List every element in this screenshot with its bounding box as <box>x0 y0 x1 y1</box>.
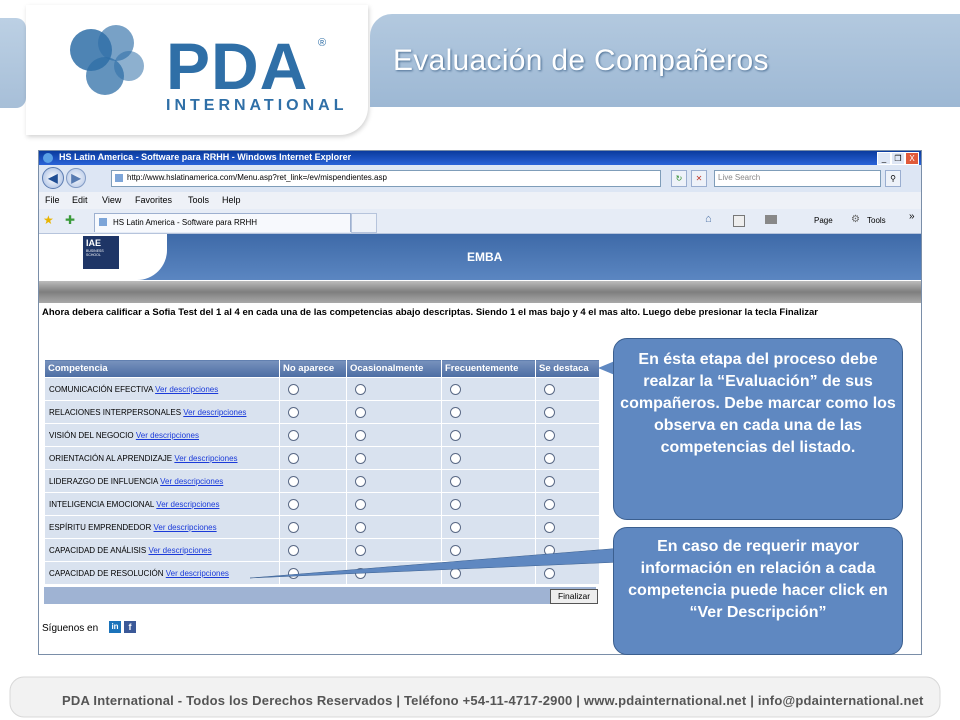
window-titlebar <box>39 151 921 165</box>
rating-radio[interactable] <box>544 522 555 533</box>
competency-name: RELACIONES INTERPERSONALES <box>49 407 182 417</box>
rating-cell <box>536 539 600 562</box>
rating-cell <box>442 493 536 516</box>
rating-radio[interactable] <box>288 499 299 510</box>
header-no-aparece: No aparece <box>280 360 347 378</box>
rating-radio[interactable] <box>288 430 299 441</box>
url-text: http://www.hslatinamerica.com/Menu.asp?ret_link=/ev/mispendientes.asp <box>127 173 387 182</box>
slide-title: Evaluación de Compañeros <box>393 44 769 77</box>
rating-cell <box>347 470 442 493</box>
competency-name: ORIENTACIÓN AL APRENDIZAJE <box>49 453 173 463</box>
rating-cell <box>280 539 347 562</box>
rating-radio[interactable] <box>355 545 366 556</box>
header-ocasionalmente: Ocasionalmente <box>347 360 442 378</box>
rating-cell <box>280 424 347 447</box>
rating-radio[interactable] <box>288 568 299 579</box>
table-row <box>45 401 600 424</box>
menu-tools[interactable]: Tools <box>188 195 210 205</box>
iae-logo <box>83 236 119 269</box>
rating-radio[interactable] <box>288 384 299 395</box>
rating-radio[interactable] <box>355 453 366 464</box>
table-row <box>45 378 600 401</box>
page-icon <box>115 174 123 182</box>
logo-registered-mark: ® <box>318 37 327 49</box>
tab-page-icon <box>99 218 107 226</box>
new-tab-button[interactable] <box>351 213 377 233</box>
rating-cell <box>536 516 600 539</box>
ver-descripciones-link[interactable]: Ver descripciones <box>155 384 219 394</box>
left-decor-bar <box>0 18 26 108</box>
table-row <box>45 424 600 447</box>
rating-cell <box>536 470 600 493</box>
rating-radio[interactable] <box>544 384 555 395</box>
competency-name: LIDERAZGO DE INFLUENCIA <box>49 476 158 486</box>
header-competencia: Competencia <box>45 360 280 378</box>
competency-name: INTELIGENCIA EMOCIONAL <box>49 499 155 509</box>
maximize-button[interactable]: ❐ <box>891 152 905 165</box>
competency-table <box>44 359 600 585</box>
chevron-right-icon[interactable]: » <box>909 211 915 222</box>
menu-bar <box>39 192 921 210</box>
rating-cell <box>280 493 347 516</box>
tools-gear-icon: ⚙ <box>851 214 860 225</box>
menu-edit[interactable]: Edit <box>72 195 88 205</box>
competency-cell <box>45 470 280 493</box>
ver-descripciones-link[interactable]: Ver descripciones <box>174 453 238 463</box>
rating-radio[interactable] <box>288 545 299 556</box>
rating-radio[interactable] <box>544 499 555 510</box>
rating-radio[interactable] <box>544 568 555 579</box>
rating-radio[interactable] <box>288 522 299 533</box>
linkedin-icon[interactable]: in <box>109 621 121 633</box>
competency-name: ESPÍRITU EMPRENDEDOR <box>49 522 152 532</box>
rating-cell <box>347 401 442 424</box>
menu-view[interactable]: View <box>102 195 122 205</box>
competency-cell <box>45 401 280 424</box>
iae-logo-label: IAE <box>86 238 102 248</box>
ver-descripciones-link[interactable]: Ver descripciones <box>165 568 229 578</box>
rating-radio[interactable] <box>355 499 366 510</box>
ie-icon <box>43 153 53 163</box>
rating-cell <box>280 516 347 539</box>
rating-radio[interactable] <box>450 545 461 556</box>
rating-radio[interactable] <box>355 522 366 533</box>
rating-radio[interactable] <box>450 453 461 464</box>
rating-cell <box>280 401 347 424</box>
favorites-star-icon[interactable]: ★ <box>43 213 54 227</box>
close-button[interactable]: X <box>905 152 919 165</box>
competency-cell <box>45 378 280 401</box>
table-row <box>45 562 600 585</box>
rating-radio[interactable] <box>288 407 299 418</box>
tab-hs-latin-america[interactable] <box>94 213 351 232</box>
facebook-icon[interactable]: f <box>124 621 136 633</box>
rating-cell <box>442 447 536 470</box>
rating-cell <box>347 424 442 447</box>
rating-cell <box>536 378 600 401</box>
search-input[interactable] <box>714 170 881 187</box>
stop-button[interactable]: ✕ <box>691 170 707 187</box>
rating-cell <box>347 378 442 401</box>
rating-cell <box>442 470 536 493</box>
rating-cell <box>442 378 536 401</box>
home-icon[interactable]: ⌂ <box>705 213 712 225</box>
table-row <box>45 470 600 493</box>
ver-descripciones-link[interactable]: Ver descripciones <box>160 476 224 486</box>
competency-cell <box>45 493 280 516</box>
competency-cell <box>45 516 280 539</box>
minimize-button[interactable]: _ <box>877 152 891 165</box>
logo-circle-4 <box>114 51 144 81</box>
table-row <box>45 516 600 539</box>
forward-button[interactable]: ▶ <box>66 168 86 188</box>
rating-cell <box>536 493 600 516</box>
competency-cell <box>45 447 280 470</box>
menu-help[interactable]: Help <box>222 195 241 205</box>
rating-cell <box>442 539 536 562</box>
search-placeholder: Live Search <box>718 173 761 182</box>
page-menu[interactable]: Page <box>814 216 833 225</box>
rating-radio[interactable] <box>544 453 555 464</box>
logo-container <box>26 5 368 135</box>
rating-cell <box>536 424 600 447</box>
table-footer-row <box>44 587 596 604</box>
header-frecuentemente: Frecuentemente <box>442 360 536 378</box>
grey-separator <box>39 281 921 303</box>
rating-radio[interactable] <box>450 499 461 510</box>
page-header-banner <box>39 234 921 280</box>
rating-radio[interactable] <box>355 430 366 441</box>
tab-title: HS Latin America - Software para RRHH <box>113 218 258 227</box>
rating-radio[interactable] <box>450 568 461 579</box>
rating-cell <box>347 516 442 539</box>
competency-name: CAPACIDAD DE ANÁLISIS <box>49 545 147 555</box>
callout-evaluation-info: En ésta etapa del proceso debe realzar la “Evaluación” de sus compañeros. Debe marcar como los observa en cada una de las competencias del listado. <box>613 338 903 520</box>
tab-bar <box>39 209 921 234</box>
ver-descripciones-link[interactable]: Ver descripciones <box>153 522 217 532</box>
table-row <box>45 493 600 516</box>
rating-radio[interactable] <box>450 430 461 441</box>
url-input[interactable] <box>111 170 661 187</box>
add-favorite-icon[interactable]: ✚ <box>65 213 76 227</box>
rating-radio[interactable] <box>355 476 366 487</box>
competency-cell <box>45 424 280 447</box>
table-row <box>45 447 600 470</box>
back-button[interactable]: ◀ <box>42 167 64 189</box>
rating-cell <box>347 493 442 516</box>
rating-radio[interactable] <box>450 407 461 418</box>
menu-file[interactable]: File <box>45 195 60 205</box>
rating-radio[interactable] <box>450 476 461 487</box>
follow-us-label: Síguenos en <box>42 623 99 634</box>
competency-name: CAPACIDAD DE RESOLUCIÓN <box>49 568 164 578</box>
competency-cell <box>45 539 280 562</box>
table-header-row <box>45 360 600 378</box>
ver-descripciones-link[interactable]: Ver descripciones <box>156 499 220 509</box>
rating-cell <box>347 562 442 585</box>
rating-radio[interactable] <box>450 384 461 395</box>
ver-descripciones-link[interactable]: Ver descripciones <box>183 407 247 417</box>
rating-cell <box>536 447 600 470</box>
address-bar <box>39 165 921 192</box>
menu-favorites[interactable]: Favorites <box>135 195 173 205</box>
rating-radio[interactable] <box>288 476 299 487</box>
rating-radio[interactable] <box>544 476 555 487</box>
rating-cell <box>536 562 600 585</box>
rating-cell <box>442 516 536 539</box>
rating-radio[interactable] <box>288 453 299 464</box>
rating-radio[interactable] <box>355 407 366 418</box>
rating-radio[interactable] <box>450 522 461 533</box>
rating-cell <box>280 378 347 401</box>
iae-logo-sub: BUSINESS SCHOOL <box>86 249 104 257</box>
rating-radio[interactable] <box>544 407 555 418</box>
header-se-destaca: Se destaca <box>536 360 600 378</box>
rating-radio[interactable] <box>355 384 366 395</box>
emba-label: EMBA <box>467 250 503 264</box>
competency-name: VISIÓN DEL NEGOCIO <box>49 430 134 440</box>
logo-wordmark: PDA <box>166 29 309 103</box>
tools-menu[interactable]: Tools <box>867 216 886 225</box>
rating-cell <box>442 401 536 424</box>
table-row <box>45 539 600 562</box>
competency-name: COMUNICACIÓN EFECTIVA <box>49 384 153 394</box>
feeds-icon[interactable] <box>733 215 745 227</box>
rating-cell <box>347 539 442 562</box>
rating-cell <box>280 562 347 585</box>
rating-radio[interactable] <box>355 568 366 579</box>
rating-cell <box>347 447 442 470</box>
rating-cell <box>536 401 600 424</box>
print-icon[interactable] <box>765 215 777 224</box>
window-title: HS Latin America - Software para RRHH - Windows Internet Explorer <box>59 152 352 162</box>
callout-description-info: En caso de requerir mayor información en relación a cada competencia puede hacer click en “Ver Descripción” <box>613 527 903 655</box>
rating-radio[interactable] <box>544 545 555 556</box>
rating-cell <box>280 470 347 493</box>
rating-cell <box>442 424 536 447</box>
rating-cell <box>280 447 347 470</box>
refresh-button[interactable]: ↻ <box>671 170 687 187</box>
rating-cell <box>442 562 536 585</box>
finalizar-button[interactable]: Finalizar <box>550 589 598 604</box>
instructions-text: Ahora debera calificar a Sofia Test del 1 al 4 en cada una de las competencias abajo descriptas. Siendo 1 el mas bajo y 4 el mas alto. Luego debe presionar la tecla Finalizar <box>42 307 818 318</box>
rating-radio[interactable] <box>544 430 555 441</box>
ver-descripciones-link[interactable]: Ver descripciones <box>148 545 212 555</box>
competency-cell <box>45 562 280 585</box>
search-go-button[interactable]: ⚲ <box>885 170 901 187</box>
logo-subtitle: INTERNATIONAL <box>166 97 348 114</box>
footer-contact: PDA International - Todos los Derechos Reservados | Teléfono +54-11-4717-2900 | www.pdainternational.net | info@pdainternational.net <box>62 693 924 708</box>
ver-descripciones-link[interactable]: Ver descripciones <box>135 430 199 440</box>
